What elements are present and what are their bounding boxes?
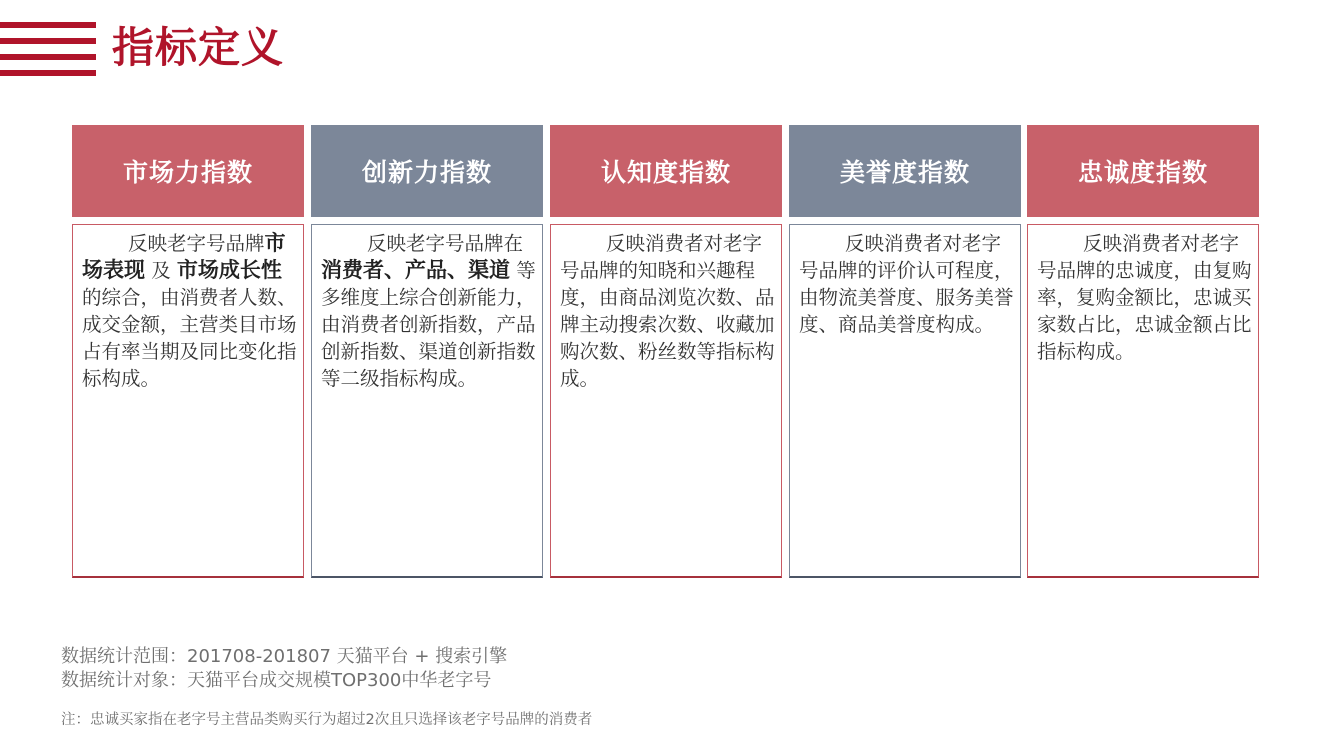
title-stripes-decoration (0, 22, 96, 78)
column-reputation (789, 125, 1021, 578)
description-text: 反映消费者对老字号品牌的知晓和兴趣程度，由商品浏览次数、品牌主动搜索次数、收藏加购次数、粉丝数等指标构成。 (560, 232, 775, 390)
column-header: 忠诚度指数 (1027, 125, 1259, 217)
description-text: 等多维度上综合创新能力，由消费者创新指数，产品创新指数、渠道创新指数等二级指标构成。 (321, 259, 536, 390)
column-description (72, 224, 304, 578)
column-header: 认知度指数 (550, 125, 782, 217)
data-scope-footnote: 数据统计范围：201708-201807 天猫平台 + 搜索引擎 (61, 646, 508, 667)
description-highlight: 市场成长性 (176, 258, 282, 282)
column-description (550, 224, 782, 578)
loyal-buyer-note: 注：忠诚买家指在老字号主营品类购买行为超过2次且只选择该老字号品牌的消费者 (61, 712, 593, 728)
description-highlight: 消费者、产品、渠道 (321, 258, 510, 282)
column-header: 市场力指数 (72, 125, 304, 217)
column-loyalty (1027, 125, 1259, 578)
data-target-footnote: 数据统计对象：天猫平台成交规模TOP300中华老字号 (61, 670, 492, 691)
page-title: 指标定义 (112, 23, 285, 72)
description-text: 反映消费者对老字号品牌的忠诚度，由复购率，复购金额比，忠诚买家数占比，忠诚金额占比指标构成。 (1037, 232, 1252, 363)
description-text: 及 (145, 259, 177, 282)
description-text: 的综合，由消费者人数、成交金额，主营类目市场占有率当期及同比变化指标构成。 (82, 286, 297, 390)
column-header: 美誉度指数 (789, 125, 1021, 217)
column-market-power (72, 125, 304, 578)
column-description (311, 224, 543, 578)
column-header: 创新力指数 (311, 125, 543, 217)
column-description (789, 224, 1021, 578)
column-innovation (311, 125, 543, 578)
column-awareness (550, 125, 782, 578)
description-text: 反映老字号品牌 (128, 232, 265, 255)
description-text: 反映消费者对老字号品牌的评价认可程度，由物流美誉度、服务美誉度、商品美誉度构成。 (799, 232, 1014, 336)
column-description (1027, 224, 1259, 578)
description-highlight: 市场表现 (82, 231, 286, 282)
description-text: 反映老字号品牌在 (367, 232, 524, 255)
index-definition-columns (72, 125, 1259, 578)
